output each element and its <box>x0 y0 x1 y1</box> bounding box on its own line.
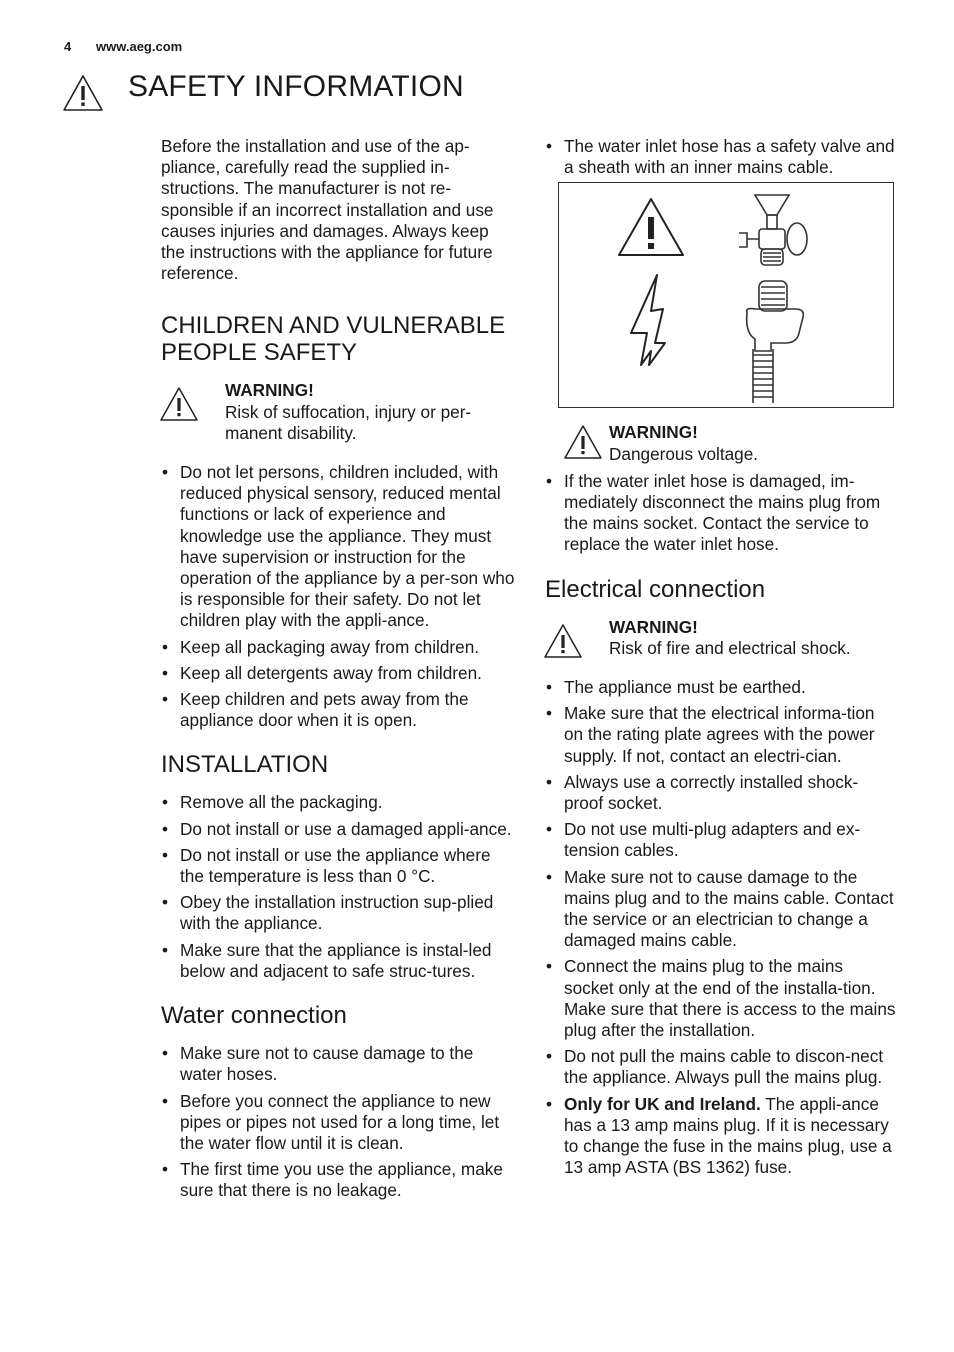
list-item: • Always use a correctly installed shock-proof socket. <box>545 772 897 814</box>
list-item: • Make sure that the appliance is instal-led below and adjacent to safe struc-tures. <box>161 940 517 982</box>
warning-title: WARNING! <box>609 616 698 637</box>
list-item: • Do not use multi-plug adapters and ex-tension cables. <box>545 819 897 861</box>
list-item: • Keep all packaging away from children. <box>161 637 517 658</box>
water-hose-list <box>545 136 897 178</box>
warning-title: WARNING! <box>609 422 698 443</box>
water-tap-icon <box>739 195 807 265</box>
list-item: • Make sure that the electrical informa-tion on the rating plate agrees with the power supply. If not, contact an electri-cian. <box>545 703 897 767</box>
list-item: • Connect the mains plug to the mains socket only at the end of the installa-tion. Make sure that there is access to the mains plug after the installation. <box>545 956 897 1041</box>
water-connection-heading: Water connection <box>161 1002 347 1030</box>
list-item: • The first time you use the appliance, make sure that there is no leakage. <box>161 1159 517 1201</box>
inlet-hose-figure <box>558 182 894 408</box>
hose-damage-list <box>545 471 897 556</box>
list-item: • Do not pull the mains cable to discon-nect the appliance. Always pull the mains plug. <box>545 1046 897 1088</box>
list-item: • Keep all detergents away from children. <box>161 663 517 684</box>
warning-triangle-icon <box>543 623 583 659</box>
warning-title: WARNING! <box>225 380 314 401</box>
lightning-bolt-icon <box>631 275 665 365</box>
voltage-warning <box>545 422 897 464</box>
warning-text: Risk of fire and electrical shock. <box>609 637 851 658</box>
list-item: • Do not install or use a damaged appli-ance. <box>161 819 517 840</box>
list-item: • Keep children and pets away from the appliance door when it is open. <box>161 689 517 731</box>
electrical-connection-heading: Electrical connection <box>545 575 766 603</box>
warning-triangle-icon <box>619 199 683 255</box>
uk-ireland-label: Only for UK and Ireland. <box>564 1093 761 1114</box>
electrical-warning <box>545 617 897 659</box>
inlet-hose-illustration <box>559 183 895 409</box>
warning-triangle-icon <box>563 424 603 460</box>
warning-text: Dangerous voltage. <box>609 443 759 464</box>
children-warning <box>161 380 517 444</box>
list-item <box>545 1094 897 1179</box>
website-url[interactable]: www.aeg.com <box>96 39 183 54</box>
page-title: SAFETY INFORMATION <box>128 70 464 103</box>
list-item: • Make sure not to cause damage to the water hoses. <box>161 1043 517 1085</box>
installation-heading: INSTALLATION <box>161 751 329 779</box>
children-list <box>161 462 517 731</box>
installation-list <box>161 792 517 982</box>
right-column <box>545 136 897 1184</box>
water-list <box>161 1043 517 1201</box>
list-item: • Do not let persons, children included, with reduced physical sensory, reduced mental functions or lack of experience and knowledge use the appliance. They must have supervision or instruction for the operation of the appliance by a per-son who is responsible for their safety. Do not let children play with the appli-ance. <box>161 462 517 632</box>
page-number: 4 <box>64 39 72 54</box>
electrical-list <box>545 677 897 1178</box>
warning-text: Risk of suffocation, injury or per-manent disability. <box>225 401 472 443</box>
uk-ireland-text: The appli-ance has a 13 amp mains plug. If it is necessary to change the fuse in the mains plug, use a 13 amp ASTA (BS 1362) fuse. <box>564 1093 892 1178</box>
inlet-hose-icon <box>747 281 804 403</box>
list-item: • The water inlet hose has a safety valve and a sheath with an inner mains cable. <box>545 136 897 178</box>
left-column <box>161 136 517 1207</box>
list-item: • Remove all the packaging. <box>161 792 517 813</box>
list-item: • Make sure not to cause damage to the mains plug and to the mains cable. Contact the service or an electrician to change a damaged mains cable. <box>545 867 897 952</box>
warning-triangle-icon <box>159 386 199 422</box>
list-item: • If the water inlet hose is damaged, im-mediately disconnect the mains plug from the mains socket. Contact the service to replace the water inlet hose. <box>545 471 897 556</box>
children-safety-heading: CHILDREN AND VULNERABLE PEOPLE SAFETY <box>161 312 506 367</box>
list-item: • Before you connect the appliance to new pipes or pipes not used for a long time, let the water flow until it is clean. <box>161 1091 517 1155</box>
warning-triangle-icon <box>62 74 104 112</box>
list-item: • Obey the installation instruction sup-plied with the appliance. <box>161 892 517 934</box>
list-item: • Do not install or use the appliance where the temperature is less than 0 °C. <box>161 845 517 887</box>
intro-paragraph: Before the installation and use of the ap-pliance, carefully read the supplied in-structions. The manufacturer is not re-sponsible if an incorrect installation and use causes injuries and damages. Always keep the instructions with the appliance for future reference. <box>161 136 494 284</box>
list-item: • The appliance must be earthed. <box>545 677 897 698</box>
